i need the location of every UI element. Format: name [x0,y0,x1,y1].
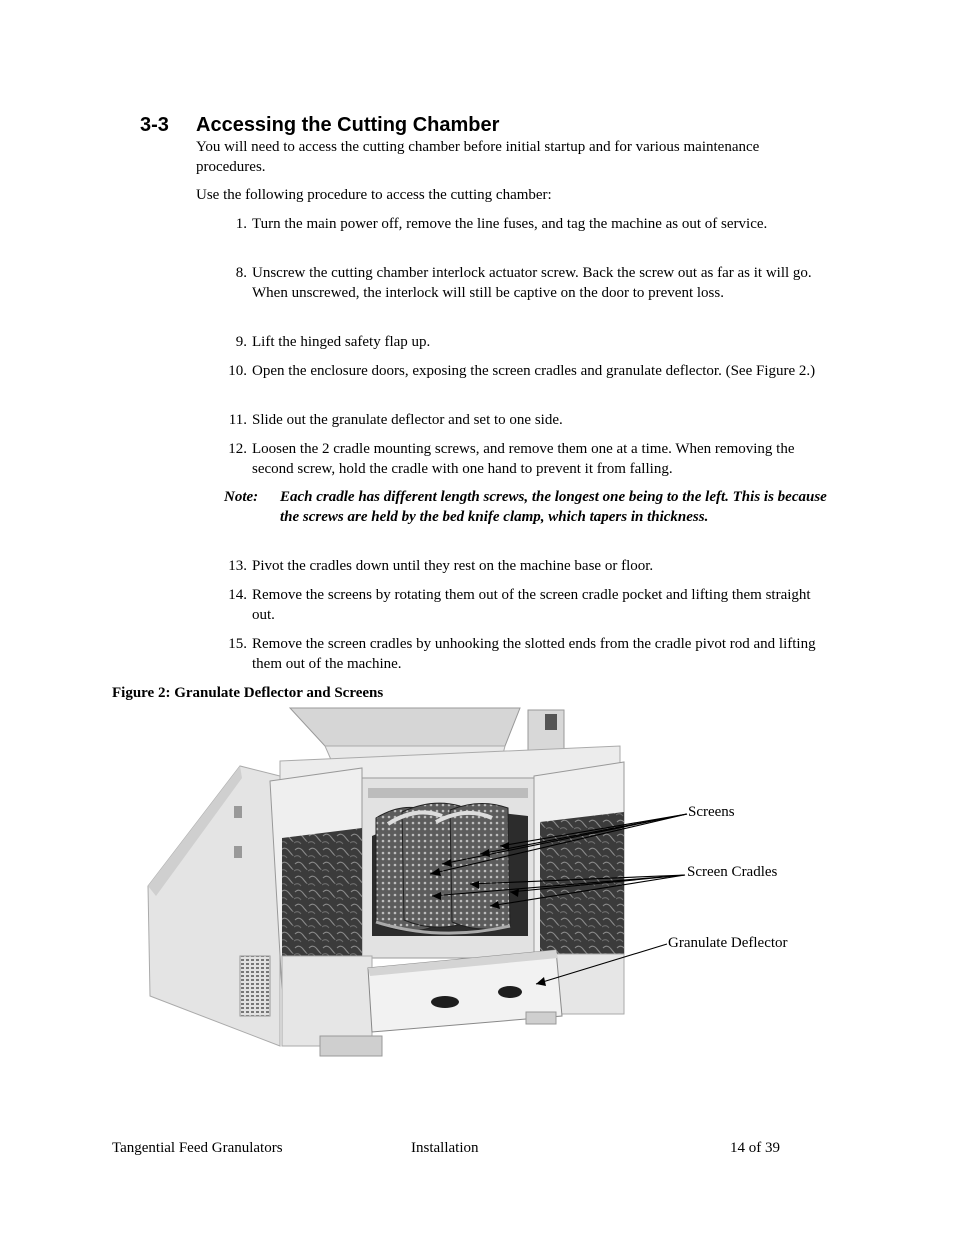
step-number: 12. [228,441,247,457]
footer-chapter: Installation [411,1140,479,1156]
step-text: Remove the screens by rotating them out of the screen cradle pocket and lifting them straight out. [252,587,811,623]
note-label: Note: [224,489,259,505]
step-text: Unscrew the cutting chamber interlock actuator screw. Back the screw out as far as it will go. When unscrewed, the interlock will still be captive on the door to prevent loss. [252,265,812,301]
step-text: Turn the main power off, remove the line fuses, and tag the machine as out of service. [252,216,768,232]
step-number: 9. [235,334,247,350]
step-text: Remove the screen cradles by unhooking the slotted ends from the cradle pivot rod and lifting them out of the machine. [252,636,816,672]
step-text: Open the enclosure doors, exposing the screen cradles and granulate deflector. (See Figure 2.) [252,363,816,379]
step-number: 10. [228,363,247,379]
section-number: 3-3 [140,114,169,136]
intro-paragraph: You will need to access the cutting chamber before initial startup and for various maintenance procedures. [196,139,760,175]
footer-page-number: 14 of 39 [730,1140,780,1156]
callout-screens: Screens [688,804,735,820]
step-number: 11. [228,412,247,428]
section-title: Accessing the Cutting Chamber [196,114,500,136]
granulator-figure [140,706,840,1070]
section-heading [140,112,499,138]
step-number: 14. [228,587,247,603]
step-number: 15. [228,636,247,652]
callout-screen-cradles: Screen Cradles [687,864,778,880]
step-text: Slide out the granulate deflector and set to one side. [252,412,563,428]
step-number: 1. [235,216,247,232]
step-text: Lift the hinged safety flap up. [252,334,431,350]
step-text: Pivot the cradles down until they rest on the machine base or floor. [252,558,654,574]
figure-caption: Figure 2: Granulate Deflector and Screens [112,685,384,701]
procedure-lead-in: Use the following procedure to access the cutting chamber: [196,187,552,203]
note-text: Each cradle has different length screws, the longest one being to the left. This is because the screws are held by the bed knife clamp, which tapers in thickness. [280,489,827,525]
granulator-photo [140,706,840,1070]
step-number: 13. [228,558,247,574]
callout-granulate-deflector: Granulate Deflector [668,935,788,951]
step-text: Loosen the 2 cradle mounting screws, and remove them one at a time. When removing the second screw, hold the cradle with one hand to prevent it from falling. [252,441,795,477]
step-number: 8. [235,265,247,281]
footer-document-title: Tangential Feed Granulators [112,1140,283,1156]
